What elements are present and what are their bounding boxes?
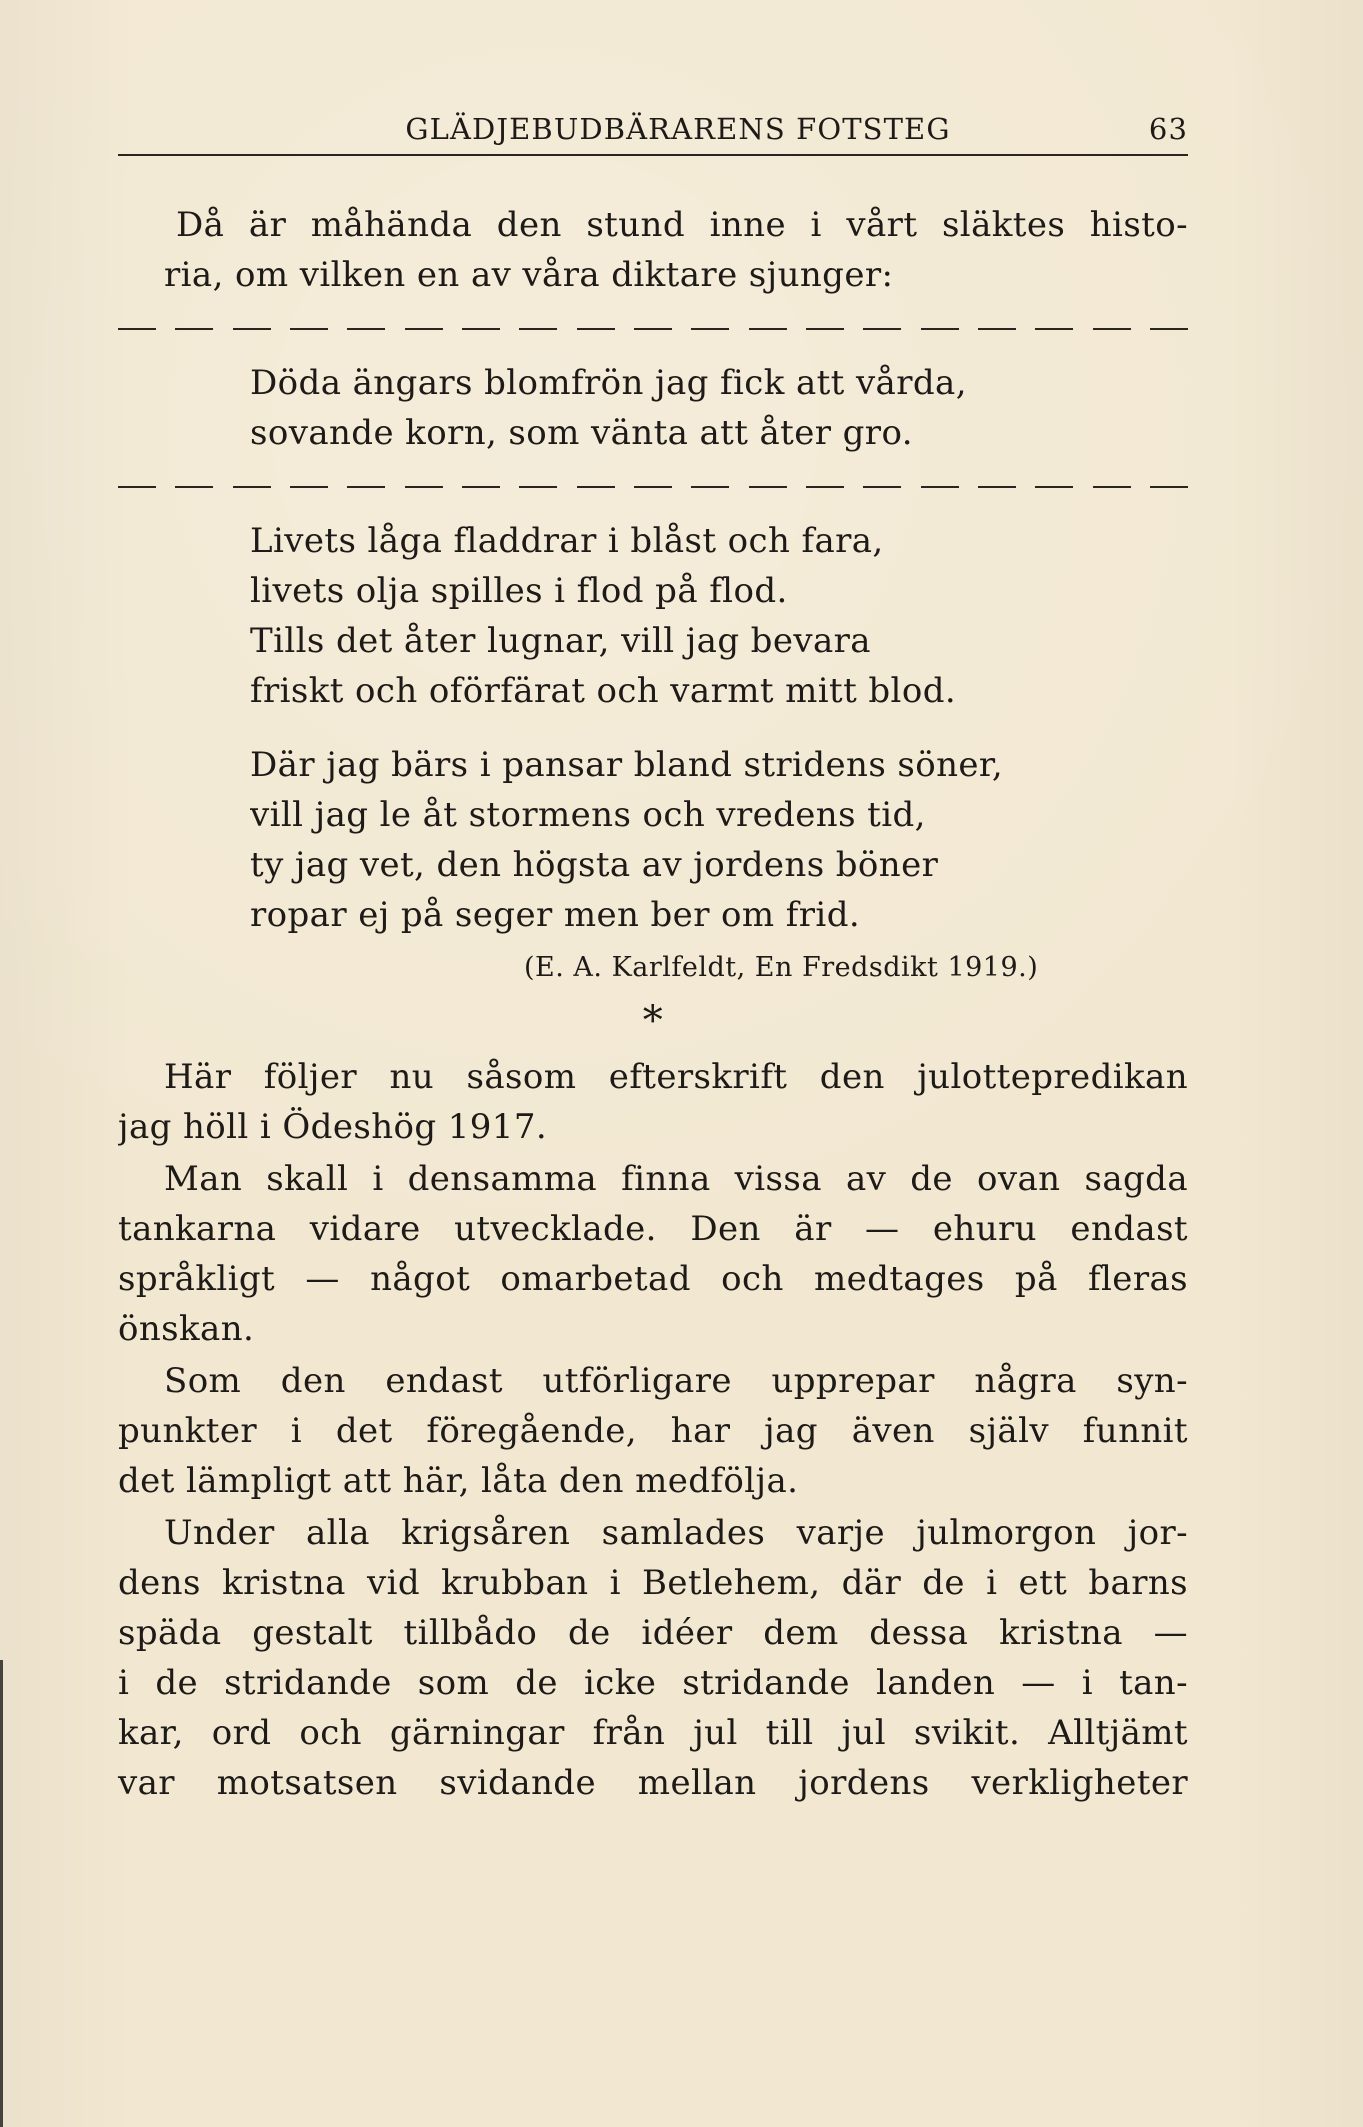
paragraph-line: Man skall i densamma finna vissa av de ovan sagda [164,1159,1188,1199]
dash-mark [347,328,385,330]
poem-stanza-3 [250,740,1188,940]
poem-line: Livets låga fladdrar i blåst och fara, [250,521,884,561]
dash-mark [519,486,557,488]
paragraph-line: Under alla krigsåren samlades varje julmorgon jor- [164,1513,1188,1553]
intro-paragraph [118,200,1188,300]
dash-mark [863,486,901,488]
paragraph-line: Här följer nu såsom efterskrift den julottepredikan [164,1057,1188,1097]
dash-mark [290,328,328,330]
poem-omission-line-2 [118,466,1188,508]
paragraph-line: kar, ord och gärningar från jul till jul svikit. Alltjämt [118,1713,1188,1753]
dash-mark [175,486,213,488]
dash-mark [1035,328,1073,330]
dash-mark [1093,486,1131,488]
running-title: GLÄDJEBUDBÄRARENS FOTSTEG [405,112,951,146]
dash-mark [462,486,500,488]
paragraph-line: späda gestalt tillbådo de idéer dem dessa kristna — [118,1613,1188,1653]
dash-mark [691,328,729,330]
dash-mark [462,328,500,330]
dash-mark [634,328,672,330]
dash-mark [175,328,213,330]
paragraph-reuse [118,1154,1188,1354]
page-number: 63 [1148,112,1188,146]
paragraph-line: i de stridande som de icke stridande landen — i tan- [118,1663,1188,1703]
page-edge-shadow [0,1660,3,2127]
poem-line: Döda ängars blomfrön jag fick att vårda, [250,363,967,403]
paragraph-war-years [118,1508,1188,1808]
dash-mark [233,328,271,330]
dash-mark [863,328,901,330]
poem-line: sovande korn, som vänta att åter gro. [250,413,913,453]
paragraph-line: språkligt — något omarbetad och medtages på fleras [118,1259,1188,1299]
paragraph-line: tankarna vidare utvecklade. Den är — ehuru endast [118,1209,1188,1249]
intro-line-2: ria, om vilken en av våra diktare sjunger: [164,255,894,295]
dash-mark [1035,486,1073,488]
poem-line: vill jag le åt stormens och vredens tid, [250,795,926,835]
paragraph-line: dens kristna vid krubban i Betlehem, där de i ett barns [118,1563,1188,1603]
dash-mark [233,486,271,488]
poem-omission-line-1 [118,308,1188,350]
running-header [118,108,1188,156]
poem-stanza-2 [250,516,1188,716]
dash-mark [1150,486,1188,488]
paragraph-line: önskan. [118,1309,255,1349]
paragraph-line: punkter i det föregående, har jag även själv funnit [118,1411,1188,1451]
dash-mark [405,328,443,330]
intro-line-1: Då är måhända den stund inne i vårt släktes histo- [176,205,1188,245]
dash-mark [118,486,156,488]
dash-mark [118,328,156,330]
poem-line: Tills det åter lugnar, vill jag bevara [250,621,871,661]
dash-mark [749,328,787,330]
dash-mark [577,486,615,488]
page-content [118,200,1188,1808]
dash-mark [290,486,328,488]
poem-line: friskt och oförfärat och varmt mitt blod. [250,671,957,711]
dash-mark [1093,328,1131,330]
poem-line: livets olja spilles i flod på flod. [250,571,788,611]
poem-citation: (E. A. Karlfeldt, En Fredsdikt 1919.) [524,952,1039,983]
dash-mark [921,328,959,330]
paragraph-afterword [118,1052,1188,1152]
section-ornament: * [642,998,664,1044]
paragraph-line: var motsatsen svidande mellan jordens verkligheter [118,1763,1188,1803]
dash-mark [634,486,672,488]
dash-mark [691,486,729,488]
dash-mark [978,328,1016,330]
paragraph-repeat [118,1356,1188,1506]
poem-line: ty jag vet, den högsta av jordens böner [250,845,939,885]
dash-mark [806,328,844,330]
dash-mark [806,486,844,488]
paragraph-line: jag höll i Ödeshög 1917. [118,1107,548,1147]
poem-line: Där jag bärs i pansar bland stridens söner, [250,745,1004,785]
dash-mark [1150,328,1188,330]
paragraph-line: det lämpligt att här, låta den medfölja. [118,1461,799,1501]
poem-stanza-1 [250,358,1188,458]
dash-mark [978,486,1016,488]
poem-line: ropar ej på seger men ber om frid. [250,895,861,935]
dash-mark [921,486,959,488]
dash-mark [577,328,615,330]
dash-mark [347,486,385,488]
dash-mark [519,328,557,330]
paragraph-line: Som den endast utförligare upprepar några syn- [164,1361,1188,1401]
dash-mark [405,486,443,488]
dash-mark [749,486,787,488]
